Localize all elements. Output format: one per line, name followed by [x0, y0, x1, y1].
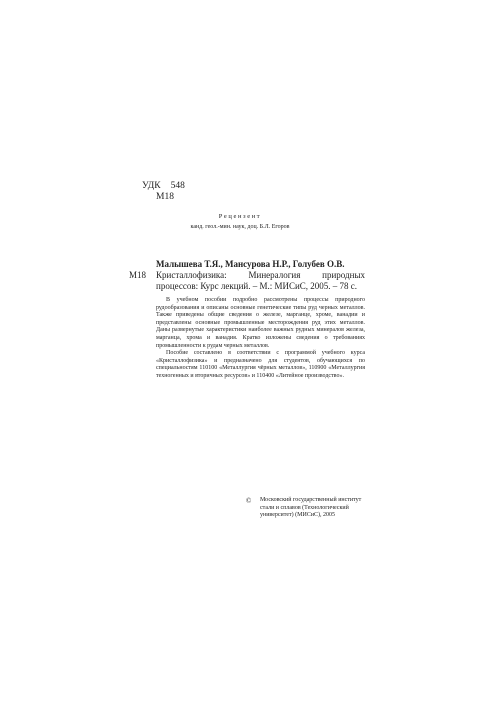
copyright-text: Московский государственный институт стали и сплавов (Технологический университет) (МИСиС), 2005 — [260, 497, 362, 519]
udk-line — [142, 181, 185, 192]
call-number-secondary: М18 — [129, 270, 147, 280]
authors: Малышева Т.Я., Мансурова Н.Р., Голубев О.В. — [156, 259, 345, 269]
copyright-icon: © — [246, 497, 252, 505]
abstract-paragraph: Пособие составлено в соответствии с программой учебного курса «Кристаллофизика» и предназначено для студентов, обучающихся по специальностям 110100 «Металлургия чёрных металлов», 110900 «Металлургия техногенных и вторичных ресурсов» и 110400 «Литейное производство». — [156, 350, 365, 379]
reviewer-name: канд. геол.-мин. наук, доц. Б.Л. Егоров — [190, 224, 290, 230]
abstract-paragraph: В учебном пособии подробно рассмотрены процессы природного рудообразования и описаны основные генетические типы руд черных металлов. Также приведены общие сведения о железе, марганце, хроме, ванадии и представлены основные промышленные месторождения руд этих металлов. Даны развернутые характеристики наиболее важных рудных минералов железа, марганца, хрома и ванадия. Кратко изложены сведения о требованиях промышленности к рудам черных металлов. — [156, 297, 365, 349]
reviewer-heading: Рецензент — [218, 213, 262, 220]
udk-code: 548 — [170, 181, 185, 191]
call-number: М18 — [156, 192, 174, 202]
udk-label: УДК — [142, 181, 161, 191]
abstract — [156, 297, 365, 381]
bibliographic-title: Кристаллофизика: Минералогия природных процессов: Курс лекций. – М.: МИСиС, 2005. – 78 с. — [156, 270, 365, 291]
